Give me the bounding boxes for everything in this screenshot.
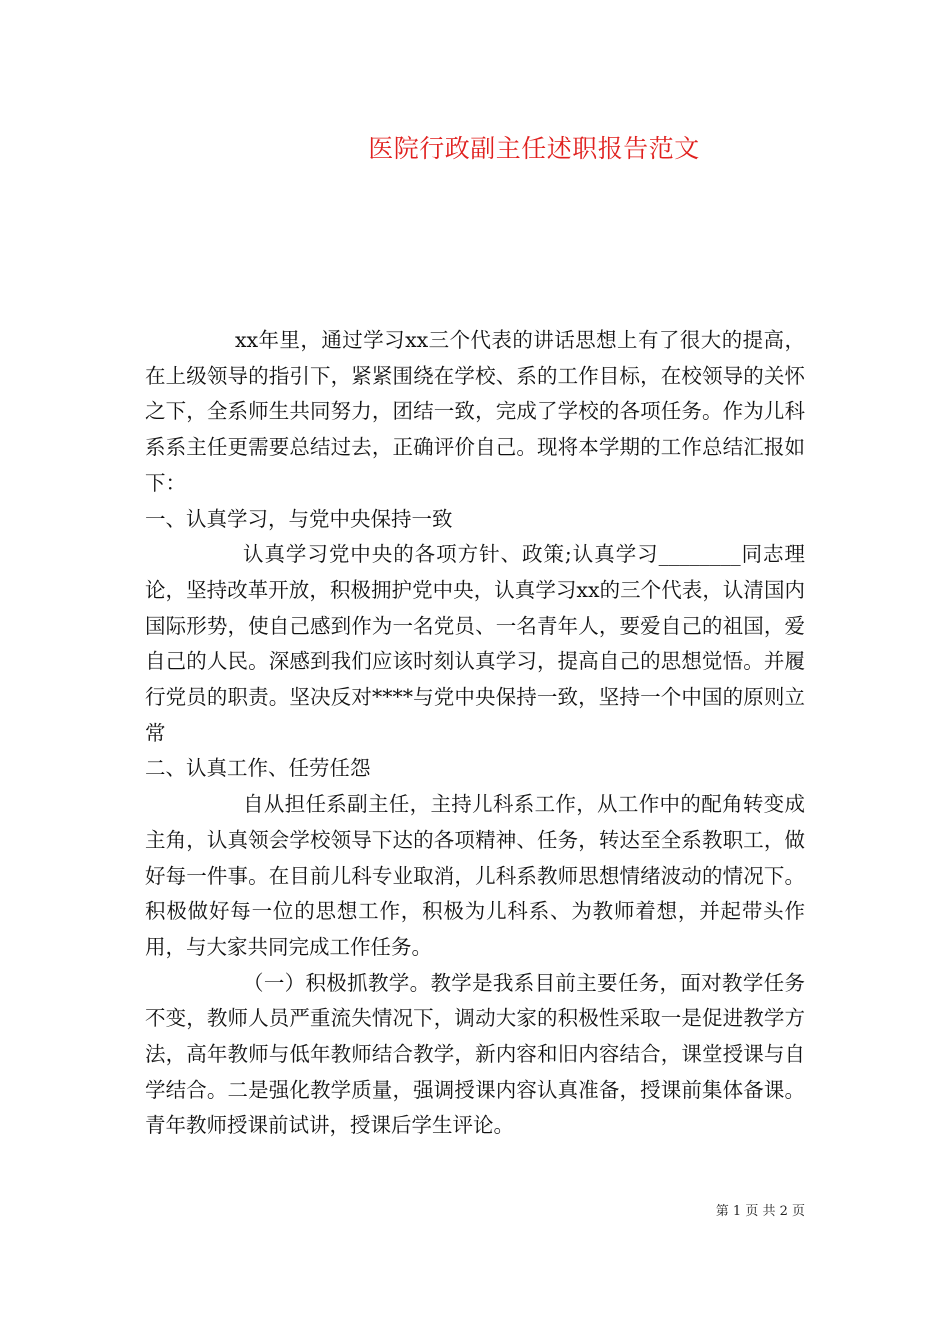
paragraph-work: 自从担任系副主任，主持儿科系工作，从工作中的配角转变成主角，认真领会学校领导下达的各项精神、任务，转达至全系教职工，做好每一件事。在目前儿科专业取消，儿科系教师思想情绪波动的情况下。积极做好每一位的思想工作，积极为儿科系、为教师着想，并起带头作用，与大家共同完成工作任务。 (145, 792, 805, 959)
document-body (145, 323, 805, 1144)
paragraph-study: 认真学习党中央的各项方针、政策;认真学习________同志理论，坚持改革开放，积极拥护党中央，认真学习xx的三个代表，认清国内国际形势，使自己感到作为一名党员、一名青年人，要爱自己的祖国，爱自己的人民。深感到我们应该时刻认真学习，提高自己的思想觉悟。并履行党员的职责。坚决反对****与党中央保持一致，坚持一个中国的原则立常 (145, 542, 805, 745)
section-heading-1: 一、认真学习，与党中央保持一致 (145, 506, 453, 531)
paragraph-intro: xx年里，通过学习xx三个代表的讲话思想上有了很大的提高，在上级领导的指引下，紧紧围绕在学校、系的工作目标，在校领导的关怀之下，全系师生共同努力，团结一致，完成了学校的各项任务。作为儿科系系主任更需要总结过去，正确评价自己。现将本学期的工作总结汇报如下： (145, 328, 805, 495)
paragraph-teaching: （一）积极抓教学。教学是我系目前主要任务，面对教学任务不变，教师人员严重流失情况下，调动大家的积极性采取一是促进教学方法，高年教师与低年教师结合教学，新内容和旧内容结合，课堂授课与自学结合。二是强化教学质量，强调授课内容认真准备，授课前集体备课。青年教师授课前试讲，授课后学生评论。 (145, 970, 805, 1138)
document-title: 医院行政副主任述职报告范文 (368, 134, 700, 163)
section-heading-2: 二、认真工作、任劳任怨 (145, 756, 371, 781)
page-number: 第 1 页 共 2 页 (715, 1204, 805, 1219)
